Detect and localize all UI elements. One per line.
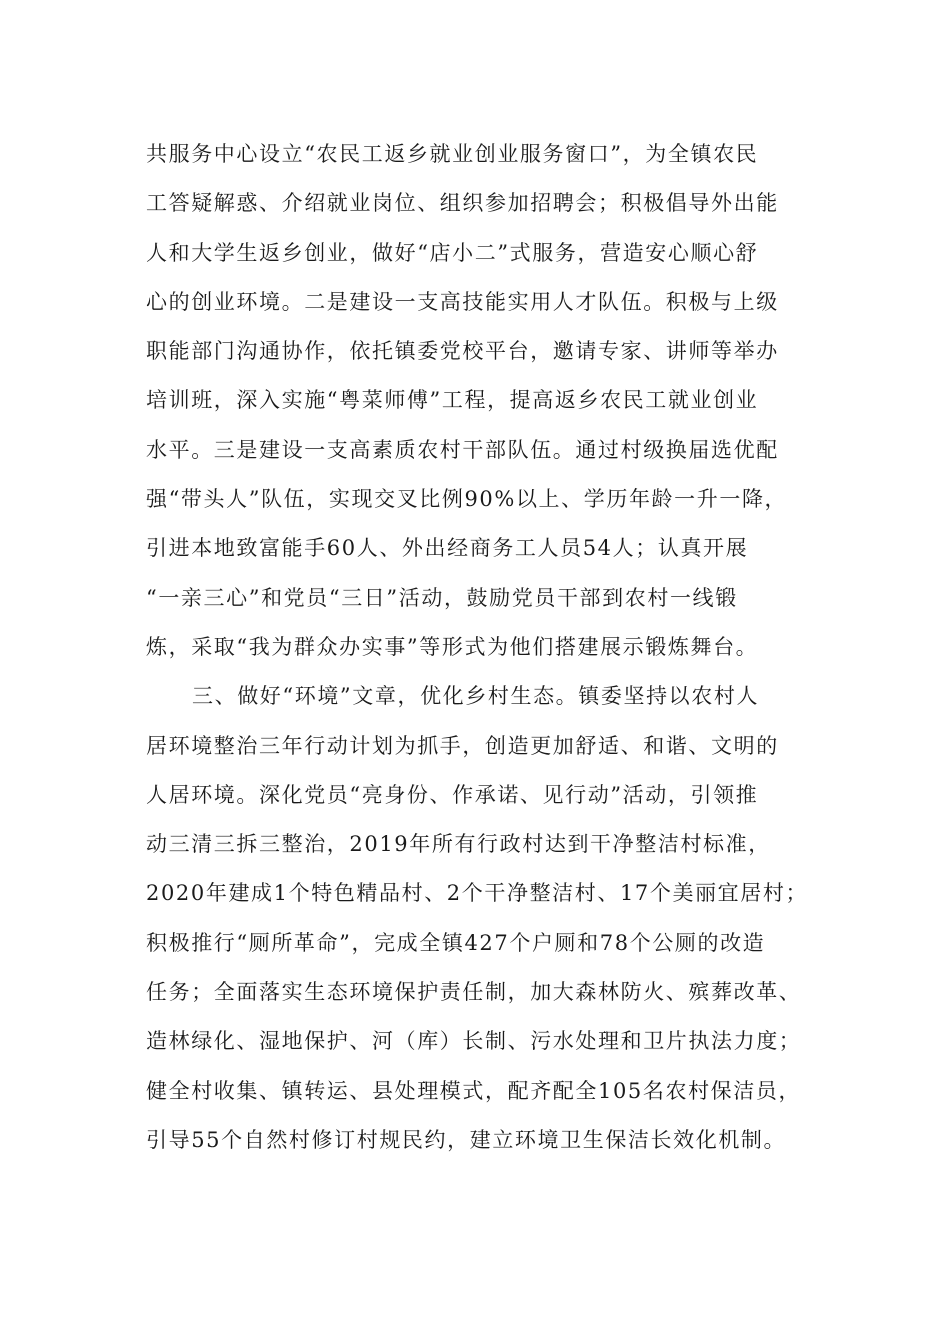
- text-line: 造林绿化、湿地保护、河（库）长制、污水处理和卫片执法力度；: [146, 1029, 802, 1054]
- section-heading-line: 三、做好“环境”文章，优化乡村生态。镇委坚持以农村人: [192, 684, 760, 709]
- text-line: 任务；全面落实生态环境保护责任制，加大森林防火、殡葬改革、: [146, 980, 802, 1005]
- text-line: 共服务中心设立“农民工返乡就业创业服务窗口”，为全镇农民: [146, 142, 759, 166]
- text-line: 居环境整治三年行动计划为抓手，创造更加舒适、和谐、文明的: [146, 733, 779, 758]
- text-line: 水平。三是建设一支高素质农村干部队伍。通过村级换届选优配: [146, 437, 779, 462]
- text-line: 培训班，深入实施“粤菜师傅”工程，提高返乡农民工就业创业: [146, 388, 759, 413]
- text-line: 动三清三拆三整治，2019年所有行政村达到干净整洁村标准，: [146, 832, 771, 857]
- text-line: 健全村收集、镇转运、县处理模式，配齐配全105名农村保洁员，: [146, 1078, 802, 1103]
- text-line: 引进本地致富能手60人、外出经商务工人员54人；认真开展: [146, 536, 749, 561]
- document-body: [146, 130, 809, 1165]
- text-line: 2020年建成1个特色精品村、2个干净整洁村、17个美丽宜居村；: [146, 881, 809, 906]
- text-line: 工答疑解惑、介绍就业岗位、组织参加招聘会；积极倡导外出能: [146, 191, 779, 216]
- text-line: 炼，采取“我为群众办实事”等形式为他们搭建展示锻炼舞台。: [146, 634, 759, 659]
- text-line: 心的创业环境。二是建设一支高技能实用人才队伍。积极与上级: [146, 289, 779, 314]
- text-line: 积极推行“厕所革命”，完成全镇427个户厕和78个公厕的改造: [146, 930, 766, 955]
- text-line: “一亲三心”和党员“三日”活动，鼓励党员干部到农村一线锻: [146, 585, 738, 610]
- text-line: 人居环境。深化党员“亮身份、作承诺、见行动”活动，引领推: [146, 782, 759, 807]
- text-line: 引导55个自然村修订村规民约，建立环境卫生保洁长效化机制。: [146, 1127, 787, 1152]
- text-line: 人和大学生返乡创业，做好“店小二”式服务，营造安心顺心舒: [146, 240, 759, 265]
- text-line: 职能部门沟通协作，依托镇委党校平台，邀请专家、讲师等举办: [146, 339, 779, 364]
- text-line: 强“带头人”队伍，实现交叉比例90%以上、学历年龄一升一降，: [146, 487, 788, 512]
